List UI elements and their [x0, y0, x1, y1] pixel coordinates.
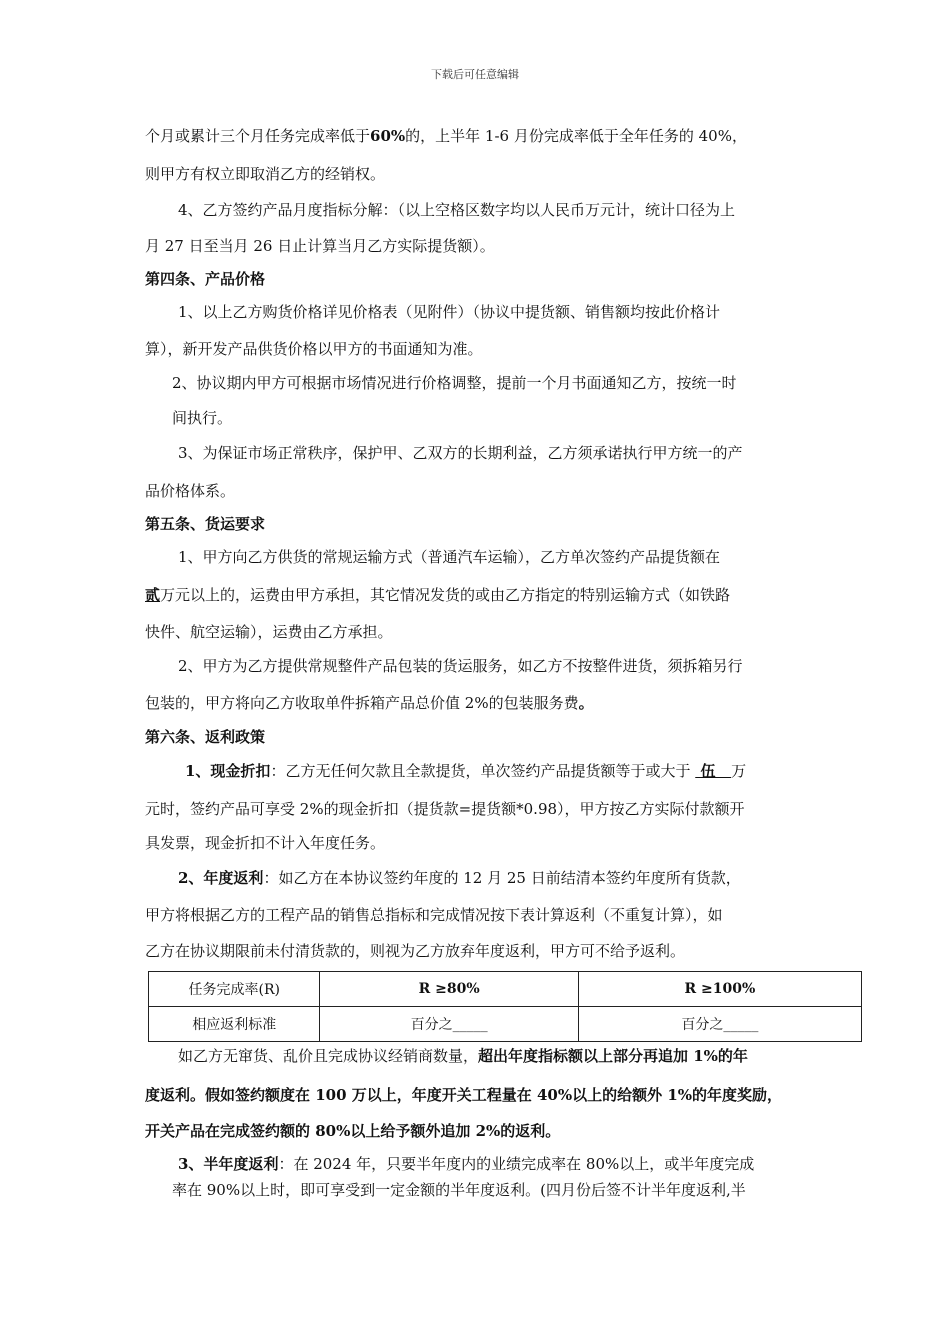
paragraph-line — [145, 693, 808, 713]
paragraph-line: 甲方将根据乙方的工程产品的销售总指标和完成情况按下表计算返利（不重复计算），如 — [145, 906, 723, 924]
text-run: ：乙方无任何欠款且全款提货，单次签约产品提货额等于或大于 — [270, 762, 691, 780]
amount-field: 贰 — [145, 586, 161, 604]
paragraph-line: 开关产品在完成签约额的 80%以上给予额外追加 2%的返利。 — [145, 1122, 561, 1140]
paragraph-line: 2、协议期内甲方可根据市场情况进行价格调整，提前一个月书面通知乙方，按统一时 — [172, 374, 737, 392]
paragraph-line: 则甲方有权立即取消乙方的经销权。 — [145, 165, 386, 183]
amount-field — [695, 762, 731, 780]
article-heading: 第四条、产品价格 — [145, 270, 266, 288]
amount-value: 伍 — [700, 762, 716, 780]
paragraph-line: 2、甲方为乙方提供常规整件产品包装的货运服务，如乙方不按整件进货，须拆箱另行 — [178, 657, 743, 675]
paragraph-line: 乙方在协议期限前未付清货款的，则视为乙方放弃年度返利，甲方可不给予返利。 — [145, 942, 686, 960]
paragraph-line: 度返利。假如签约额度在 100 万以上，年度开关工程量在 40%以上的给额外 1%的年度奖励， — [145, 1086, 783, 1104]
table-cell: 百分之_____ — [320, 1007, 578, 1042]
bold-text: 60% — [370, 127, 406, 145]
clause-heading: 2、年度返利 — [178, 869, 264, 887]
paragraph-line: 具发票，现金折扣不计入年度任务。 — [145, 834, 386, 852]
paragraph-line: 3、为保证市场正常秩序，保护甲、乙双方的长期利益，乙方须承诺执行甲方统一的产 — [178, 444, 743, 462]
paragraph-line: 4、乙方签约产品月度指标分解：（以上空格区数字均以人民币万元计，统计口径为上 — [178, 201, 736, 219]
paragraph-line: 1、甲方向乙方供货的常规运输方式（普通汽车运输），乙方单次签约产品提货额在 — [178, 548, 721, 566]
paragraph-line — [145, 585, 808, 605]
paragraph-line: 元时，签约产品可享受 2%的现金折扣（提货款=提货额*0.98），甲方按乙方实际付款额开 — [145, 800, 745, 818]
paragraph-line — [145, 126, 808, 146]
paragraph-line — [185, 761, 808, 781]
paragraph-line: 间执行。 — [172, 409, 233, 427]
paragraph-line — [178, 1154, 808, 1174]
table-cell: R ≥100% — [578, 972, 861, 1007]
paragraph-line: 率在 90%以上时，即可享受到一定金额的半年度返利。(四月份后签不计半年度返利,半 — [172, 1181, 746, 1199]
text-run: ：在 2024 年，只要半年度内的业绩完成率在 80%以上，或半年度完成 — [278, 1155, 755, 1173]
article-heading: 第六条、返利政策 — [145, 728, 266, 746]
table-cell: 百分之_____ — [578, 1007, 861, 1042]
text-run: 的，上半年 1-6 月份完成率低于全年任务的 40%， — [405, 127, 747, 145]
paragraph-line: 品价格体系。 — [145, 482, 236, 500]
paragraph-line: 1、以上乙方购货价格详见价格表（见附件）（协议中提货额、销售额均按此价格计 — [178, 303, 721, 321]
text-run: 。 — [578, 694, 594, 712]
paragraph-line: 算），新开发产品供货价格以甲方的书面通知为准。 — [145, 340, 483, 358]
paragraph-line — [178, 868, 808, 888]
paragraph-line — [178, 1046, 808, 1066]
page-header: 下载后可任意编辑 — [431, 68, 519, 81]
clause-heading: 3、半年度返利 — [178, 1155, 279, 1173]
text-run: 如乙方无窜货、乱价且完成协议经销商数量， — [178, 1047, 479, 1065]
text-run: 个月或累计三个月任务完成率低于 — [145, 127, 371, 145]
paragraph-line: 快件、航空运输），运费由乙方承担。 — [145, 623, 393, 641]
rebate-table — [148, 971, 862, 1042]
article-heading: 第五条、货运要求 — [145, 515, 266, 533]
table-cell: R ≥80% — [320, 972, 578, 1007]
table-row — [149, 1007, 862, 1042]
text-run: 包装的，甲方将向乙方收取单件拆箱产品总价值 2%的包装服务费 — [145, 694, 579, 712]
text-run: ：如乙方在本协议签约年度的 12 月 25 日前结清本签约年度所有货款， — [263, 869, 741, 887]
table-cell: 任务完成率(R) — [149, 972, 320, 1007]
paragraph-line: 月 27 日至当月 26 日止计算当月乙方实际提货额）。 — [145, 237, 495, 255]
bold-text: 超出年度指标额以上部分再追加 1%的年 — [478, 1047, 748, 1065]
text-run: 万元以上的，运费由甲方承担，其它情况发货的或由乙方指定的特别运输方式（如铁路 — [160, 586, 731, 604]
text-run: 万 — [731, 762, 747, 780]
table-cell: 相应返利标准 — [149, 1007, 320, 1042]
table-row — [149, 972, 862, 1007]
clause-heading: 1、现金折扣 — [185, 762, 271, 780]
